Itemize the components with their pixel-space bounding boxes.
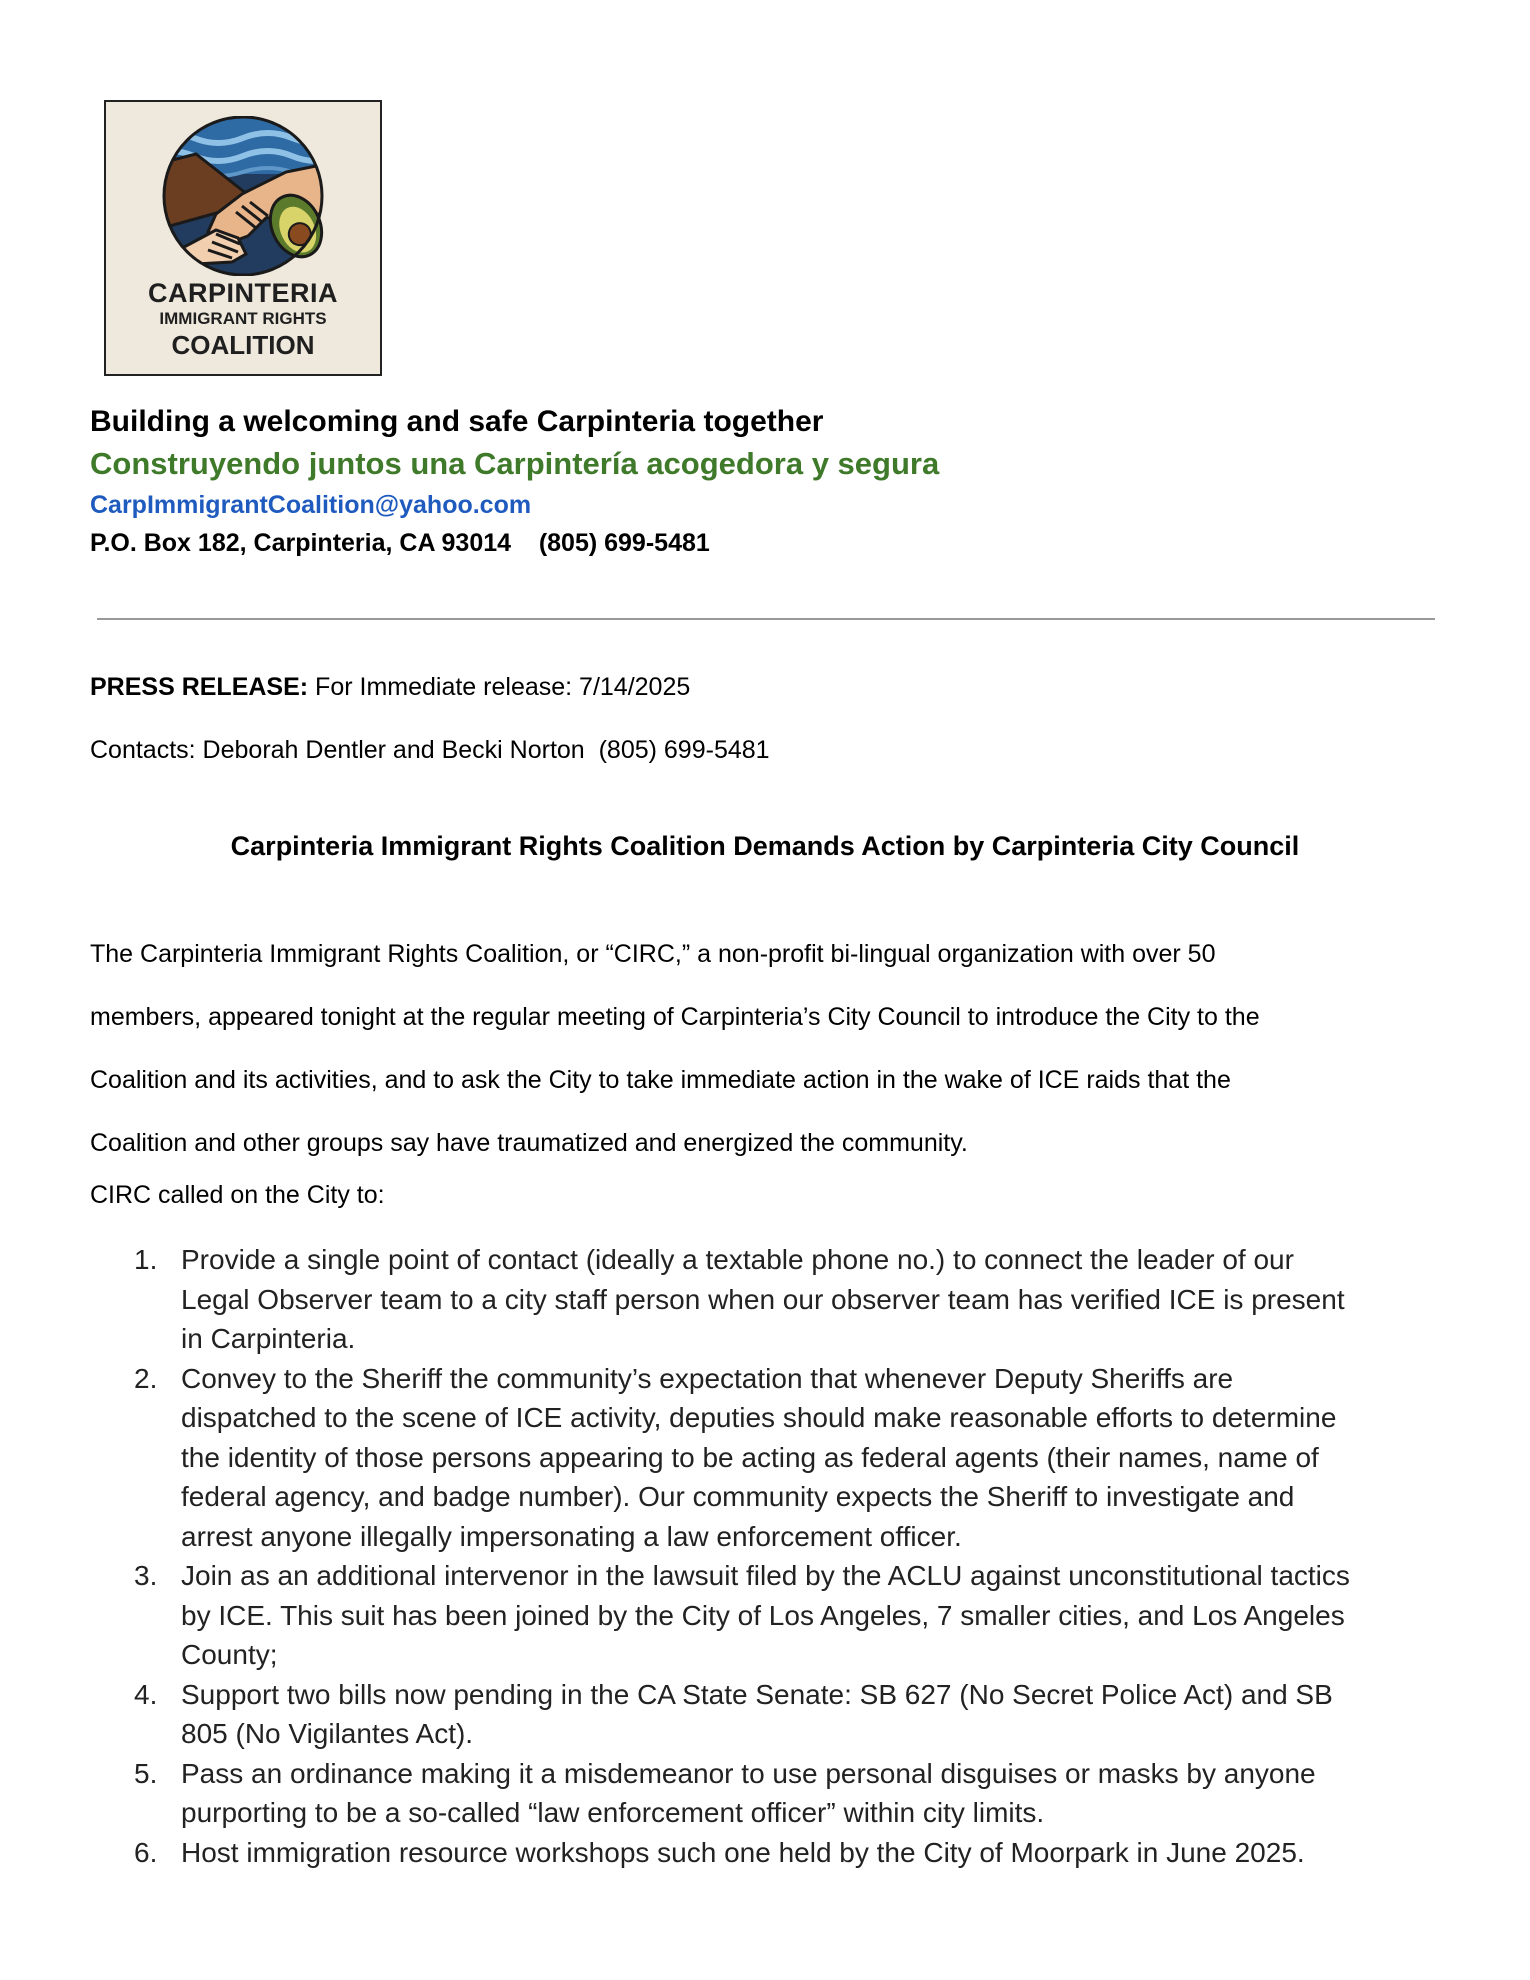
press-release-line: [90, 670, 690, 704]
tagline-english: Building a welcoming and safe Carpinteria together: [90, 405, 824, 438]
press-contacts: Contacts: Deborah Dentler and Becki Norton (805) 699-5481: [90, 736, 770, 764]
demand-number: 1.: [134, 1244, 158, 1275]
mailing-address: P.O. Box 182, Carpinteria, CA 93014 (805) 699-5481: [90, 529, 710, 557]
demand-line: Join as an additional intervenor in the lawsuit filed by the ACLU against unconstitutional tactics: [181, 1560, 1350, 1591]
demand-item: [90, 1556, 1450, 1675]
demand-line: by ICE. This suit has been joined by the City of Los Angeles, 7 smaller cities, and Los Angeles: [181, 1599, 1345, 1631]
demand-line: the identity of those persons appearing to be acting as federal agents (their names, name of: [181, 1441, 1319, 1473]
demand-number: 6.: [134, 1836, 158, 1868]
tagline-spanish: Construyendo juntos una Carpintería acogedora y segura: [90, 446, 940, 481]
demands-list: [90, 1240, 1450, 1872]
demand-item: [90, 1675, 1450, 1754]
demand-line: Host immigration resource workshops such one held by the City of Moorpark in June 2025.: [181, 1836, 1305, 1868]
demand-line: federal agency, and badge number). Our community expects the Sheriff to investigate and: [181, 1481, 1295, 1512]
contact-email-link[interactable]: CarpImmigrantCoalition@yahoo.com: [90, 491, 532, 519]
demand-line: Convey to the Sheriff the community’s expectation that whenever Deputy Sheriffs are: [181, 1362, 1234, 1394]
demand-line: Pass an ordinance making it a misdemeanor to use personal disguises or masks by anyone: [181, 1757, 1316, 1789]
paragraph-line: Coalition and other groups say have traumatized and energized the community.: [90, 1129, 968, 1157]
demand-line: dispatched to the scene of ICE activity, deputies should make reasonable efforts to determine: [181, 1402, 1337, 1433]
header-divider: [97, 618, 1435, 620]
logo-text-coalition: COALITION: [171, 330, 315, 360]
paragraph-line: The Carpinteria Immigrant Rights Coalition, or “CIRC,” a non-profit bi-lingual organization with over 50: [90, 940, 1216, 968]
demand-line: 805 (No Vigilantes Act).: [181, 1718, 474, 1749]
demand-line: arrest anyone illegally impersonating a law enforcement officer.: [181, 1520, 962, 1552]
intro-paragraph: [90, 923, 1450, 1175]
demand-line: Legal Observer team to a city staff person when our observer team has verified ICE is present: [181, 1283, 1345, 1315]
handshake-avocado-emblem-icon: [146, 116, 340, 276]
demand-line: purporting to be a so-called “law enforcement officer” within city limits.: [181, 1797, 1045, 1828]
demand-number: 2.: [134, 1362, 158, 1394]
press-release-label: PRESS RELEASE:: [90, 673, 309, 701]
paragraph-line: members, appeared tonight at the regular meeting of Carpinteria’s City Council to introduce the City to the: [90, 1003, 1260, 1031]
demand-number: 5.: [134, 1757, 158, 1789]
demand-line: Support two bills now pending in the CA State Senate: SB 627 (No Secret Police Act) and SB: [181, 1678, 1333, 1710]
demand-number: 4.: [134, 1678, 158, 1710]
demand-item: [90, 1359, 1450, 1557]
press-release-title: Carpinteria Immigrant Rights Coalition Demands Action by Carpinteria City Council: [230, 831, 1300, 861]
release-date-text: For Immediate release: 7/14/2025: [308, 673, 691, 701]
letterhead: [90, 402, 939, 562]
demand-item: [90, 1240, 1450, 1359]
coalition-logo: [104, 100, 382, 376]
demand-number: 3.: [134, 1560, 158, 1591]
called-on-intro: CIRC called on the City to:: [90, 1181, 385, 1209]
demand-item: [90, 1754, 1450, 1833]
demand-line: Provide a single point of contact (ideally a textable phone no.) to connect the leader of our: [181, 1244, 1294, 1275]
demand-line: County;: [181, 1639, 278, 1670]
paragraph-line: Coalition and its activities, and to ask the City to take immediate action in the wake of ICE raids that the: [90, 1066, 1231, 1094]
logo-text-carpinteria: CARPINTERIA: [147, 278, 338, 308]
demand-item: [90, 1833, 1450, 1873]
demand-line: in Carpinteria.: [181, 1323, 356, 1354]
logo-text-immigrant-rights: IMMIGRANT RIGHTS: [159, 309, 327, 328]
